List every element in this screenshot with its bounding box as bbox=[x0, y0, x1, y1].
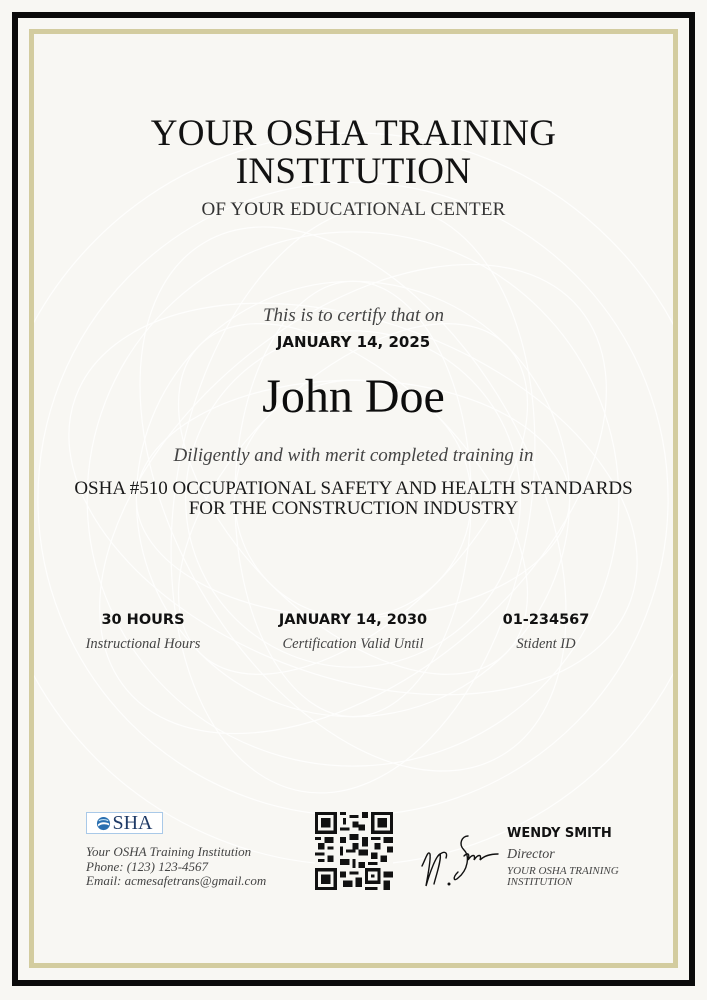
contact-institution: Your OSHA Training Institution bbox=[86, 844, 252, 859]
stat-label: Instructional Hours bbox=[85, 636, 201, 652]
signature-icon bbox=[418, 828, 500, 890]
recipient-name: John Doe bbox=[262, 370, 445, 423]
contact-phone: Phone: (123) 123-4567 bbox=[86, 858, 209, 874]
certify-text: This is to certify that on bbox=[262, 305, 445, 326]
title-line-1: YOUR OSHA TRAINING bbox=[150, 113, 557, 154]
stat-value: 30 HOURS bbox=[101, 612, 185, 628]
signer-role: Director bbox=[507, 847, 555, 862]
signer-organization bbox=[507, 866, 647, 888]
stat-label: Certification Valid Until bbox=[282, 636, 424, 652]
institution-title bbox=[0, 115, 707, 191]
title-line-2: INSTITUTION bbox=[235, 151, 472, 192]
stat-value: 01-234567 bbox=[502, 612, 590, 628]
stat-label: Stident ID bbox=[516, 636, 576, 652]
qr-code-icon bbox=[315, 812, 393, 890]
signer-org-line-2: INSTITUTION bbox=[507, 876, 573, 888]
stat-student-id bbox=[446, 612, 646, 653]
completed-text: Diligently and with merit completed training in bbox=[173, 445, 534, 466]
osha-globe-icon bbox=[96, 816, 111, 831]
course-title bbox=[0, 479, 707, 519]
contact-info bbox=[86, 845, 266, 889]
course-line-2: FOR THE CONSTRUCTION INDUSTRY bbox=[188, 498, 519, 519]
stat-value: JANUARY 14, 2030 bbox=[278, 612, 428, 628]
issue-date: JANUARY 14, 2025 bbox=[276, 333, 431, 351]
stat-hours bbox=[43, 612, 243, 653]
stat-valid-until bbox=[253, 612, 453, 653]
contact-email: Email: acmesafetrans@gmail.com bbox=[86, 873, 267, 888]
institution-subtitle: OF YOUR EDUCATIONAL CENTER bbox=[201, 199, 506, 220]
signer-name: WENDY SMITH bbox=[507, 826, 612, 841]
osha-logo bbox=[86, 812, 163, 834]
signer-org-line-1: YOUR OSHA TRAINING bbox=[507, 865, 619, 877]
course-line-1: OSHA #510 OCCUPATIONAL SAFETY AND HEALTH STANDARDS bbox=[74, 478, 633, 499]
osha-logo-text: SHA bbox=[112, 812, 153, 834]
